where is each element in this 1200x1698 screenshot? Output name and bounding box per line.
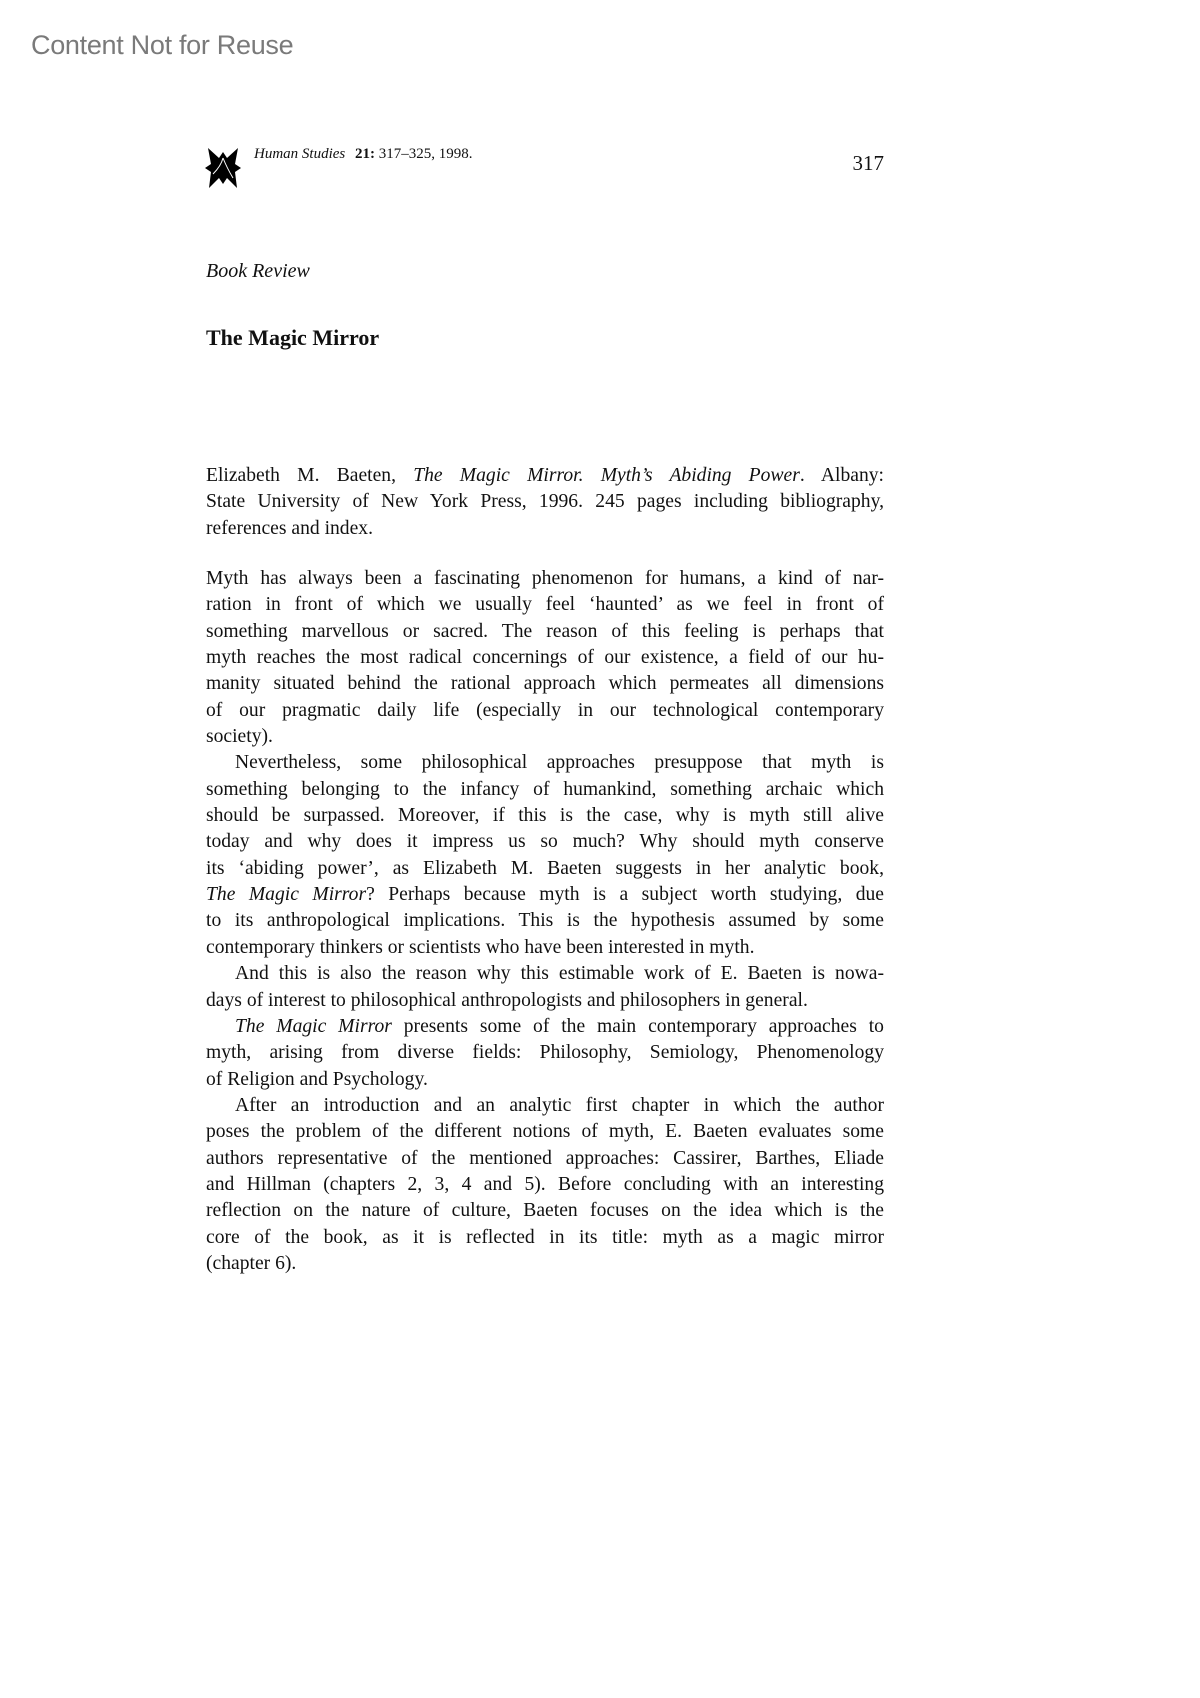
text-line bbox=[206, 698, 884, 724]
journal-name: Human Studies bbox=[254, 146, 346, 162]
book-citation bbox=[206, 463, 884, 542]
text-segment: . Albany: bbox=[799, 465, 884, 486]
text-segment: (chapter 6). bbox=[206, 1252, 297, 1274]
text-segment: reflection on the nature of culture, Baeten focuses on the idea which is the bbox=[206, 1200, 884, 1222]
review-body bbox=[206, 566, 884, 1277]
italic-title-text: The Magic Mirror bbox=[206, 884, 367, 906]
text-line bbox=[206, 777, 884, 803]
text-line bbox=[206, 882, 884, 908]
text-segment: Elizabeth M. Baeten, bbox=[206, 465, 414, 486]
text-segment: core of the book, as it is reflected in its title: myth as a magic mirror bbox=[206, 1226, 884, 1248]
text-segment: days of interest to philosophical anthropologists and philosophers in general. bbox=[206, 989, 808, 1011]
text-line bbox=[206, 829, 884, 855]
text-segment: Myth has always been a fascinating phenomenon for humans, a kind of nar- bbox=[206, 568, 884, 589]
text-segment: something marvellous or sacred. The reason of this feeling is perhaps that bbox=[206, 620, 884, 642]
paragraph bbox=[206, 1014, 884, 1093]
text-line bbox=[206, 724, 884, 750]
text-line bbox=[206, 750, 884, 776]
text-line bbox=[206, 463, 884, 489]
text-segment: contemporary thinkers or scientists who have been interested in myth. bbox=[206, 936, 755, 958]
text-line bbox=[206, 1119, 884, 1145]
text-segment: to its anthropological implications. This is the hypothesis assumed by some bbox=[206, 910, 884, 932]
article-title: The Magic Mirror bbox=[206, 325, 380, 350]
journal-pages-year: 317–325, 1998. bbox=[378, 146, 473, 162]
text-segment: State University of New York Press, 1996. 245 pages including bibliography, bbox=[206, 491, 884, 513]
text-segment: ? Perhaps because myth is a subject worth studying, due bbox=[366, 884, 884, 906]
text-segment: today and why does it impress us so much? Why should myth conserve bbox=[206, 831, 884, 853]
text-segment: poses the problem of the different notions of myth, E. Baeten evaluates some bbox=[206, 1121, 884, 1143]
paragraph bbox=[206, 1093, 884, 1277]
text-segment: presents some of the main contemporary approaches to bbox=[391, 1015, 884, 1037]
text-line bbox=[206, 645, 884, 671]
text-line bbox=[206, 1251, 884, 1277]
text-segment: After an introduction and an analytic first chapter in which the author bbox=[235, 1094, 884, 1116]
journal-volume: 21: bbox=[355, 146, 375, 162]
text-line bbox=[206, 619, 884, 645]
text-line bbox=[206, 988, 884, 1014]
text-segment: should be surpassed. Moreover, if this is the case, why is myth still alive bbox=[206, 805, 884, 827]
text-line bbox=[206, 935, 884, 961]
page-number: 317 bbox=[852, 151, 884, 175]
text-segment: ration in front of which we usually feel ‘haunted’ as we feel in front of bbox=[206, 594, 884, 616]
text-segment: myth reaches the most radical concernings of our existence, a field of our hu- bbox=[206, 647, 884, 669]
text-line bbox=[206, 1014, 884, 1040]
italic-title-text: The Magic Mirror. Myth’s Abiding Power bbox=[413, 465, 800, 486]
text-line bbox=[206, 1198, 884, 1224]
paragraph bbox=[206, 750, 884, 961]
text-segment: and Hillman (chapters 2, 3, 4 and 5). Before concluding with an interesting bbox=[206, 1173, 884, 1195]
text-line bbox=[206, 1040, 884, 1066]
text-segment: myth, arising from diverse fields: Philosophy, Semiology, Phenomenology bbox=[206, 1042, 884, 1064]
text-line bbox=[206, 671, 884, 697]
text-segment: And this is also the reason why this estimable work of E. Baeten is nowa- bbox=[235, 963, 884, 985]
text-line bbox=[206, 961, 884, 987]
text-line bbox=[206, 592, 884, 618]
text-line bbox=[206, 1172, 884, 1198]
text-line bbox=[206, 1225, 884, 1251]
text-line bbox=[206, 489, 884, 515]
publisher-logo-icon bbox=[205, 144, 241, 190]
text-segment: society). bbox=[206, 726, 273, 748]
text-segment: of Religion and Psychology. bbox=[206, 1068, 428, 1090]
paragraph bbox=[206, 961, 884, 1014]
text-line bbox=[206, 856, 884, 882]
article-type: Book Review bbox=[206, 260, 310, 282]
text-segment: its ‘abiding power’, as Elizabeth M. Baeten suggests in her analytic book, bbox=[206, 857, 884, 879]
italic-title-text: The Magic Mirror bbox=[235, 1015, 392, 1037]
text-line bbox=[206, 908, 884, 934]
text-line bbox=[206, 1067, 884, 1093]
text-segment: something belonging to the infancy of humankind, something archaic which bbox=[206, 778, 884, 800]
text-segment: Nevertheless, some philosophical approaches presuppose that myth is bbox=[235, 752, 884, 774]
text-line bbox=[206, 803, 884, 829]
text-segment: manity situated behind the rational approach which permeates all dimensions bbox=[206, 673, 884, 695]
running-header bbox=[254, 146, 473, 163]
text-line bbox=[206, 566, 884, 592]
watermark: Content Not for Reuse bbox=[31, 30, 294, 60]
text-line bbox=[206, 1093, 884, 1119]
text-line bbox=[206, 516, 884, 542]
text-segment: references and index. bbox=[206, 517, 373, 539]
text-segment: of our pragmatic daily life (especially in our technological contemporary bbox=[206, 699, 884, 721]
text-line bbox=[206, 1146, 884, 1172]
text-segment: authors representative of the mentioned approaches: Cassirer, Barthes, Eliade bbox=[206, 1147, 884, 1169]
paragraph bbox=[206, 566, 884, 750]
